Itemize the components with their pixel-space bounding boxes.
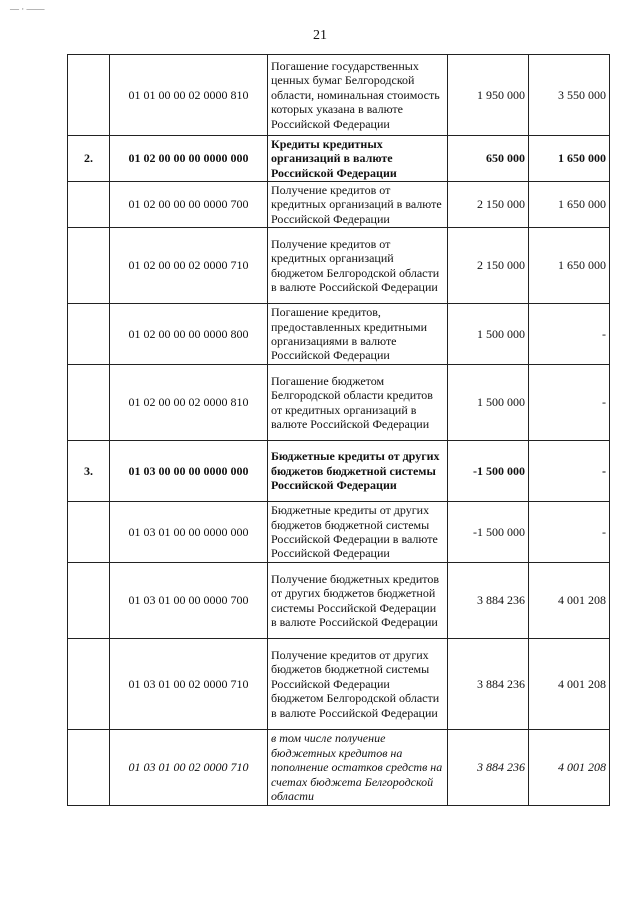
amount-year-1: 1 500 000 bbox=[448, 365, 529, 441]
row-description: Кредиты кредитных организаций в валюте Российской Федерации bbox=[268, 136, 448, 182]
row-description: Погашение кредитов, предоставленных кредитными организациями в валюте Российской Федерации bbox=[268, 304, 448, 365]
budget-code: 01 02 00 00 00 0000 000 bbox=[110, 136, 268, 182]
row-description: Погашение бюджетом Белгородской области кредитов от кредитных организаций в валюте Российской Федерации bbox=[268, 365, 448, 441]
amount-year-2: 4 001 208 bbox=[529, 563, 610, 639]
table-row bbox=[68, 730, 610, 806]
table-row bbox=[68, 639, 610, 730]
row-description: Получение кредитов от кредитных организаций в валюте Российской Федерации bbox=[268, 182, 448, 228]
row-number bbox=[68, 730, 110, 806]
row-number bbox=[68, 639, 110, 730]
amount-year-2: - bbox=[529, 365, 610, 441]
amount-year-1: 650 000 bbox=[448, 136, 529, 182]
table-row bbox=[68, 502, 610, 563]
row-description: Бюджетные кредиты от других бюджетов бюджетной системы Российской Федерации в валюте Российской Федерации bbox=[268, 502, 448, 563]
row-description: Получение кредитов от других бюджетов бюджетной системы Российской Федерации бюджетом Белгородской области в валюте Российской Федерации bbox=[268, 639, 448, 730]
row-number bbox=[68, 563, 110, 639]
amount-year-2: 4 001 208 bbox=[529, 730, 610, 806]
budget-code: 01 02 00 00 00 0000 800 bbox=[110, 304, 268, 365]
row-description: Получение кредитов от кредитных организаций бюджетом Белгородской области в валюте Российской Федерации bbox=[268, 228, 448, 304]
table-row bbox=[68, 55, 610, 136]
row-description: Погашение государственных ценных бумаг Белгородской области, номинальная стоимость которых указана в валюте Российской Федерации bbox=[268, 55, 448, 136]
scan-mark: — · —— bbox=[10, 4, 45, 14]
budget-code: 01 02 00 00 02 0000 710 bbox=[110, 228, 268, 304]
amount-year-2: 1 650 000 bbox=[529, 182, 610, 228]
row-description: в том числе получение бюджетных кредитов на пополнение остатков средств на счетах бюджета Белгородской области bbox=[268, 730, 448, 806]
amount-year-1: 3 884 236 bbox=[448, 563, 529, 639]
budget-code: 01 02 00 00 00 0000 700 bbox=[110, 182, 268, 228]
amount-year-2: - bbox=[529, 502, 610, 563]
amount-year-1: 3 884 236 bbox=[448, 730, 529, 806]
amount-year-1: 2 150 000 bbox=[448, 182, 529, 228]
amount-year-2: 1 650 000 bbox=[529, 228, 610, 304]
budget-code: 01 02 00 00 02 0000 810 bbox=[110, 365, 268, 441]
budget-code: 01 03 01 00 00 0000 000 bbox=[110, 502, 268, 563]
table-row bbox=[68, 441, 610, 502]
row-number bbox=[68, 502, 110, 563]
amount-year-2: - bbox=[529, 441, 610, 502]
budget-code: 01 03 01 00 00 0000 700 bbox=[110, 563, 268, 639]
table-row bbox=[68, 563, 610, 639]
amount-year-2: - bbox=[529, 304, 610, 365]
amount-year-1: 1 950 000 bbox=[448, 55, 529, 136]
amount-year-2: 3 550 000 bbox=[529, 55, 610, 136]
budget-code: 01 03 00 00 00 0000 000 bbox=[110, 441, 268, 502]
amount-year-1: 1 500 000 bbox=[448, 304, 529, 365]
amount-year-1: -1 500 000 bbox=[448, 502, 529, 563]
row-number bbox=[68, 55, 110, 136]
row-number bbox=[68, 304, 110, 365]
table-row bbox=[68, 136, 610, 182]
row-number bbox=[68, 228, 110, 304]
table-row bbox=[68, 182, 610, 228]
amount-year-1: 3 884 236 bbox=[448, 639, 529, 730]
row-number bbox=[68, 365, 110, 441]
row-number: 2. bbox=[68, 136, 110, 182]
page-number: 21 bbox=[313, 28, 327, 43]
row-number bbox=[68, 182, 110, 228]
amount-year-2: 1 650 000 bbox=[529, 136, 610, 182]
amount-year-1: -1 500 000 bbox=[448, 441, 529, 502]
table-row bbox=[68, 228, 610, 304]
amount-year-1: 2 150 000 bbox=[448, 228, 529, 304]
budget-code: 01 01 00 00 02 0000 810 bbox=[110, 55, 268, 136]
amount-year-2: 4 001 208 bbox=[529, 639, 610, 730]
budget-code: 01 03 01 00 02 0000 710 bbox=[110, 639, 268, 730]
row-description: Бюджетные кредиты от других бюджетов бюджетной системы Российской Федерации bbox=[268, 441, 448, 502]
row-description: Получение бюджетных кредитов от других бюджетов бюджетной системы Российской Федерации в валюте Российской Федерации bbox=[268, 563, 448, 639]
row-number: 3. bbox=[68, 441, 110, 502]
budget-sources-table bbox=[67, 54, 610, 806]
table-row bbox=[68, 365, 610, 441]
budget-code: 01 03 01 00 02 0000 710 bbox=[110, 730, 268, 806]
table-row bbox=[68, 304, 610, 365]
